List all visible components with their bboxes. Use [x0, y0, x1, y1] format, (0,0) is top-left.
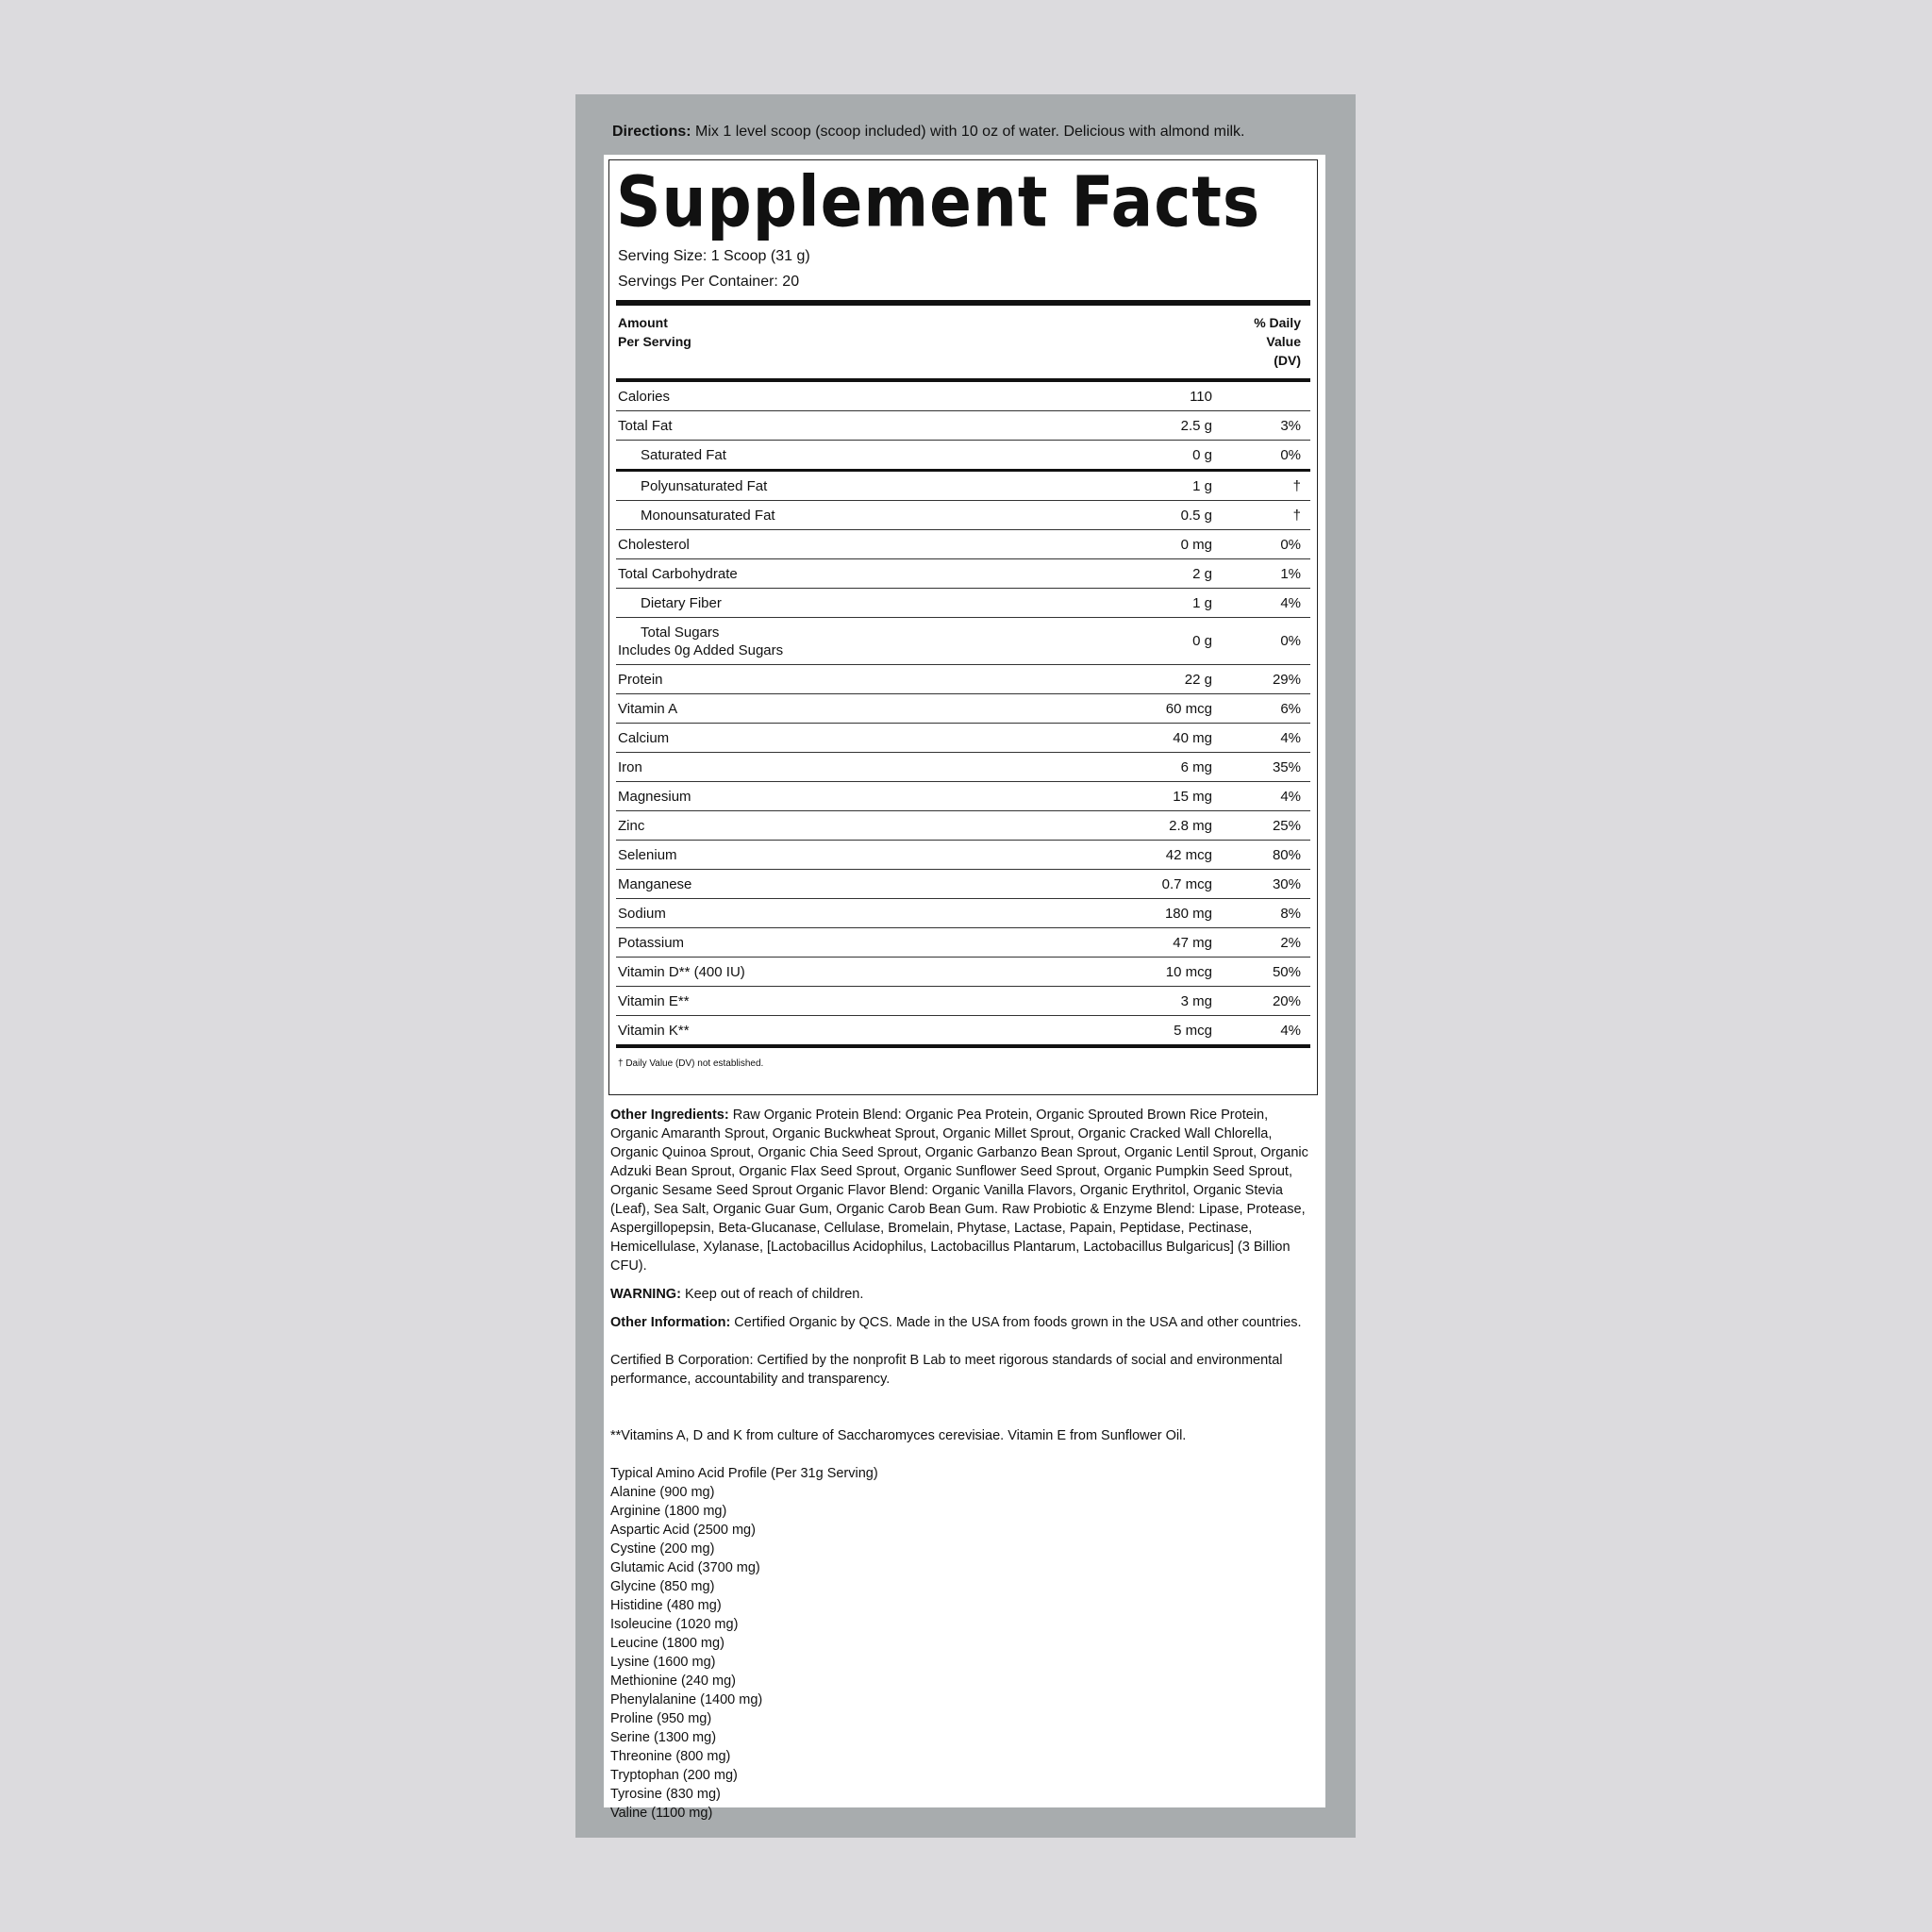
other-ingredients: Other Ingredients: Raw Organic Protein Blend: Organic Pea Protein, Organic Sprouted Brown Rice Protein, Organic Amaranth Sprout, Organic Buckwheat Sprout, Organic Millet Sprout, Organic Cracked Wall Chlorella, Organic Quinoa Sprout, Organic Chia Seed Sprout, Organic Garbanzo Bean Sprout, Organic Lentil Sprout, Organic Adzuki Bean Sprout, Organic Flax Seed Sprout, Organic Sunflower Seed Sprout, Organic Pumpkin Seed Sprout, Organic Sesame Seed Sprout Organic Flavor Blend: Organic Vanilla Flavors, Organic Erythritol, Organic Stevia (Leaf), Sea Salt, Organic Guar Gum, Organic Carob Bean Gum. Raw Probiotic & Enzyme Blend: Lipase, Protease, Aspergillopepsin, Beta-Glucanase, Cellulase, Bromelain, Phytase, Lactase, Papain, Peptidase, Pectinase, Hemicellulase, Xylanase, [Lactobacillus Acidophilus, Lactobacillus Plantarum, Lactobacillus Bulgaricus] (3 Billion CFU). — [610, 1108, 1308, 1274]
b-corp-statement: Certified B Corporation: Certified by the nonprofit B Lab to meet rigorous standards of social and environmental performance, accountability and transparency. — [610, 1353, 1283, 1387]
warning: WARNING: Keep out of reach of children. — [610, 1287, 864, 1302]
directions-text: Mix 1 level scoop (scoop included) with 10 oz of water. Delicious with almond milk. — [691, 124, 1245, 140]
other-information: Other Information: Certified Organic by QCS. Made in the USA from foods grown in the USA and other countries. — [610, 1315, 1302, 1330]
amino-acid-item: Glycine (850 mg) — [610, 1579, 715, 1594]
facts-row: Potassium 47 mg 2% — [616, 928, 1310, 958]
facts-row: Vitamin K** 5 mcg 4% — [618, 1023, 1301, 1039]
amino-acid-item: Serine (1300 mg) — [610, 1730, 717, 1745]
vitamins-source-note: **Vitamins A, D and K from culture of Saccharomyces cerevisiae. Vitamin E from Sunflower Oil. — [610, 1428, 1187, 1443]
amino-acid-item: Phenylalanine (1400 mg) — [610, 1692, 763, 1707]
amino-acid-item: Arginine (1800 mg) — [610, 1504, 727, 1519]
directions — [612, 121, 1245, 143]
facts-row: Manganese 0.7 mcg 30% — [616, 870, 1310, 899]
facts-row: Calcium 40 mg 4% — [616, 724, 1310, 753]
label-text-section — [610, 1106, 1316, 1823]
amino-acid-item: Aspartic Acid (2500 mg) — [610, 1523, 756, 1538]
facts-row: Total Sugars Includes 0g Added Sugars 0 g 0% — [616, 618, 1310, 665]
facts-row: Monounsaturated Fat 0.5 g † — [616, 501, 1310, 530]
amino-acid-item: Lysine (1600 mg) — [610, 1655, 716, 1670]
amino-acid-item: Proline (950 mg) — [610, 1711, 712, 1726]
amino-acid-item: Methionine (240 mg) — [610, 1674, 736, 1689]
amino-acid-item: Valine (1100 mg) — [610, 1806, 713, 1821]
thick-divider — [616, 1044, 1310, 1048]
facts-row: Saturated Fat 0 g 0% — [616, 441, 1310, 472]
supplement-facts-box — [608, 159, 1318, 1095]
amino-acid-item: Glutamic Acid (3700 mg) — [610, 1560, 760, 1575]
dv-footnote: † Daily Value (DV) not established. — [618, 1058, 764, 1069]
facts-row: Zinc 2.8 mg 25% — [616, 811, 1310, 841]
facts-row: Vitamin E** 3 mg 20% — [616, 987, 1310, 1016]
amino-acid-item: Leucine (1800 mg) — [610, 1636, 724, 1651]
daily-value-heading: % Daily Value (DV) — [1254, 315, 1301, 368]
amino-acid-item: Histidine (480 mg) — [610, 1598, 722, 1613]
amino-acid-title: Typical Amino Acid Profile (Per 31g Serving) — [610, 1466, 878, 1481]
facts-row: Selenium 42 mcg 80% — [616, 841, 1310, 870]
facts-row: Calories 110 — [616, 382, 1310, 411]
amino-acid-item: Alanine (900 mg) — [610, 1485, 715, 1500]
amino-acid-item: Isoleucine (1020 mg) — [610, 1617, 739, 1632]
facts-row: Magnesium 15 mg 4% — [616, 782, 1310, 811]
serving-info — [618, 243, 1310, 294]
facts-row: Protein 22 g 29% — [616, 665, 1310, 694]
facts-row: Total Carbohydrate 2 g 1% — [616, 559, 1310, 589]
facts-row: Vitamin A 60 mcg 6% — [616, 694, 1310, 724]
servings-per-container: Servings Per Container: 20 — [618, 274, 800, 290]
amount-per-serving-heading: Amount Per Serving — [618, 315, 691, 349]
supplement-facts-title: Supplement Facts — [616, 161, 1261, 243]
amino-acid-item: Cystine (200 mg) — [610, 1541, 715, 1557]
serving-size: Serving Size: 1 Scoop (31 g) — [618, 248, 810, 264]
amino-acid-list — [610, 1483, 1316, 1823]
facts-row: Polyunsaturated Fat 1 g † — [616, 472, 1310, 501]
facts-header — [616, 306, 1310, 378]
amino-acid-item: Tryptophan (200 mg) — [610, 1768, 738, 1783]
facts-row: Cholesterol 0 mg 0% — [616, 530, 1310, 559]
facts-row: Total Fat 2.5 g 3% — [616, 411, 1310, 441]
facts-row: Vitamin D** (400 IU) 10 mcg 50% — [616, 958, 1310, 987]
facts-row: Iron 6 mg 35% — [616, 753, 1310, 782]
directions-label: Directions: — [612, 124, 691, 140]
amino-acid-item: Threonine (800 mg) — [610, 1749, 731, 1764]
amino-acid-item: Tyrosine (830 mg) — [610, 1787, 721, 1802]
facts-row: Sodium 180 mg 8% — [616, 899, 1310, 928]
facts-row: Dietary Fiber 1 g 4% — [616, 589, 1310, 618]
